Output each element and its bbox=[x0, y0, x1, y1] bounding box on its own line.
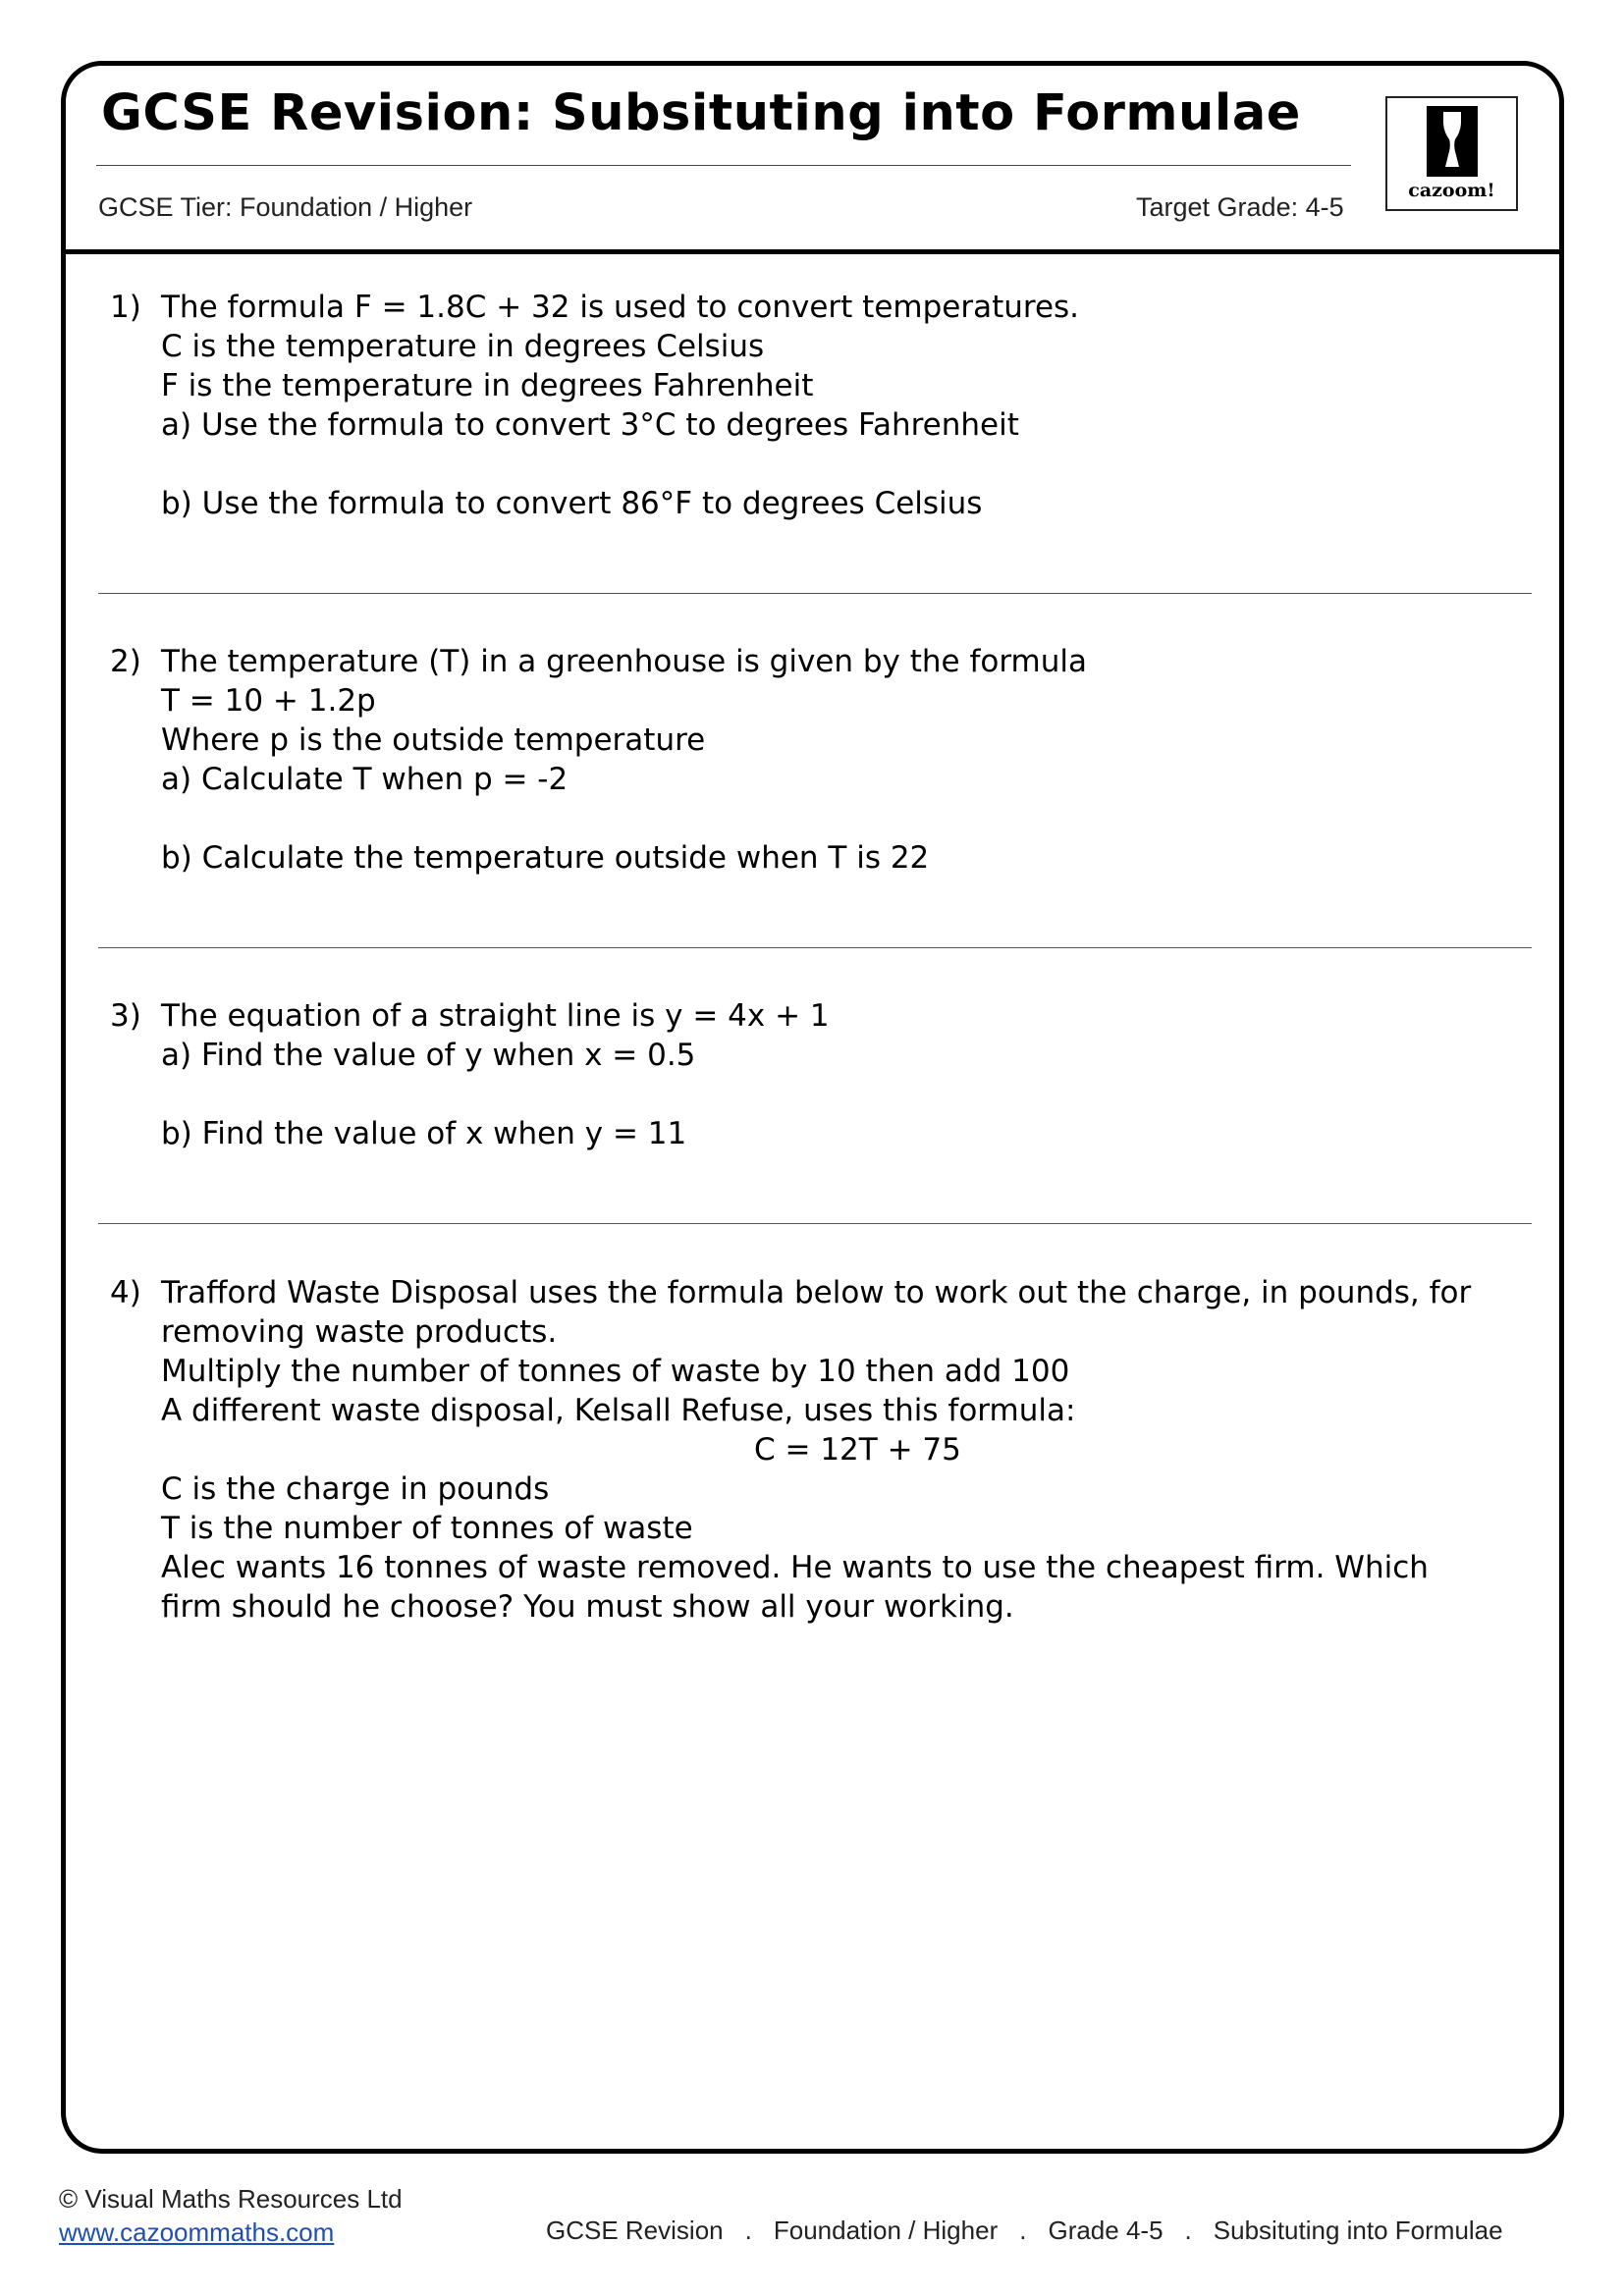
question-divider bbox=[98, 947, 1532, 948]
question-number: 4) bbox=[110, 1275, 141, 1310]
question-text: Where p is the outside temperature bbox=[161, 722, 706, 758]
question-text: The temperature (T) in a greenhouse is given by the formula bbox=[161, 644, 1088, 679]
vase-icon bbox=[1427, 106, 1478, 177]
footer-section: GCSE Revision bbox=[546, 2216, 724, 2245]
question-text: C is the charge in pounds bbox=[161, 1471, 550, 1507]
footer-grade: Grade 4-5 bbox=[1048, 2216, 1164, 2245]
footer-separator: . bbox=[744, 2216, 752, 2245]
logo-text: cazoom! bbox=[1408, 180, 1495, 201]
question-part-b: b) Calculate the temperature outside when T is 22 bbox=[161, 840, 930, 876]
question-formula: T = 10 + 1.2p bbox=[161, 683, 376, 719]
question-formula: C = 12T + 75 bbox=[754, 1432, 961, 1468]
question-divider bbox=[98, 1223, 1532, 1224]
question-text: Multiply the number of tonnes of waste by 10 then add 100 bbox=[161, 1354, 1070, 1389]
question-text: removing waste products. bbox=[161, 1314, 558, 1350]
cazoom-logo bbox=[1385, 96, 1518, 211]
question-text: Trafford Waste Disposal uses the formula below to work out the charge, in pounds, for bbox=[161, 1275, 1472, 1310]
question-3 bbox=[110, 996, 830, 1153]
website-link[interactable]: www.cazoommaths.com bbox=[59, 2217, 335, 2247]
footer-tier: Foundation / Higher bbox=[773, 2216, 999, 2245]
question-text: The equation of a straight line is y = 4x + 1 bbox=[161, 998, 830, 1034]
question-number: 1) bbox=[110, 290, 141, 325]
question-number: 3) bbox=[110, 998, 141, 1034]
question-text: A different waste disposal, Kelsall Refuse, uses this formula: bbox=[161, 1393, 1076, 1428]
question-number: 2) bbox=[110, 644, 141, 679]
question-text: The formula F = 1.8C + 32 is used to convert temperatures. bbox=[161, 290, 1080, 325]
footer-separator: . bbox=[1184, 2216, 1192, 2245]
question-part-a: a) Calculate T when p = -2 bbox=[161, 762, 568, 797]
page-title: GCSE Revision: Subsituting into Formulae bbox=[101, 84, 1301, 142]
copyright: © Visual Maths Resources Ltd bbox=[59, 2184, 403, 2214]
tier-label: GCSE Tier: Foundation / Higher bbox=[98, 192, 473, 222]
question-4 bbox=[110, 1273, 1471, 1627]
footer-topic: Subsituting into Formulae bbox=[1213, 2216, 1503, 2245]
question-text: T is the number of tonnes of waste bbox=[161, 1511, 693, 1546]
question-part-a: a) Find the value of y when x = 0.5 bbox=[161, 1038, 696, 1073]
question-divider bbox=[98, 593, 1532, 594]
question-text: F is the temperature in degrees Fahrenheit bbox=[161, 368, 814, 403]
question-text: C is the temperature in degrees Celsius bbox=[161, 329, 765, 364]
question-2 bbox=[110, 642, 1087, 878]
footer-separator: . bbox=[1019, 2216, 1027, 2245]
header-divider bbox=[63, 249, 1562, 254]
footer-breadcrumb bbox=[546, 2216, 1503, 2246]
question-part-a: a) Use the formula to convert 3°C to degrees Fahrenheit bbox=[161, 407, 1019, 443]
question-text: firm should he choose? You must show all your working. bbox=[161, 1589, 1014, 1625]
footer-left bbox=[59, 2182, 403, 2249]
question-text: Alec wants 16 tonnes of waste removed. He wants to use the cheapest firm. Which bbox=[161, 1550, 1429, 1585]
target-grade-label: Target Grade: 4-5 bbox=[1136, 192, 1344, 222]
question-1 bbox=[110, 288, 1079, 523]
title-underline bbox=[96, 165, 1351, 166]
question-part-b: b) Find the value of x when y = 11 bbox=[161, 1116, 687, 1151]
question-part-b: b) Use the formula to convert 86°F to degrees Celsius bbox=[161, 486, 983, 521]
